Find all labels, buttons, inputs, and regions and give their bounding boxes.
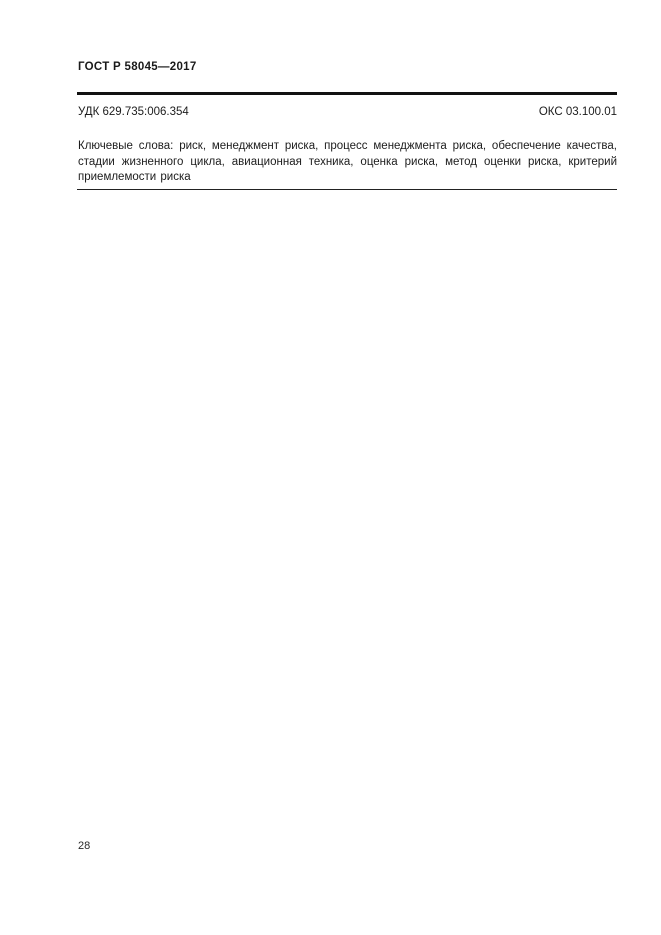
standard-designation-header: ГОСТ Р 58045—2017 (78, 61, 197, 73)
keywords-paragraph: Ключевые слова: риск, менеджмент риска, процесс менеджмента риска, обеспечение качества, стадии жизненного цикла, авиационная техника, оценка риска, метод оценки риска, критерий приемлемости риска (78, 140, 617, 183)
header-divider-rule (77, 92, 617, 95)
page-number: 28 (78, 840, 91, 852)
oks-code: ОКС 03.100.01 (538, 106, 617, 118)
footer-divider-rule (77, 189, 617, 190)
udk-code: УДК 629.735:006.354 (78, 106, 189, 118)
classification-codes-row (78, 106, 617, 118)
